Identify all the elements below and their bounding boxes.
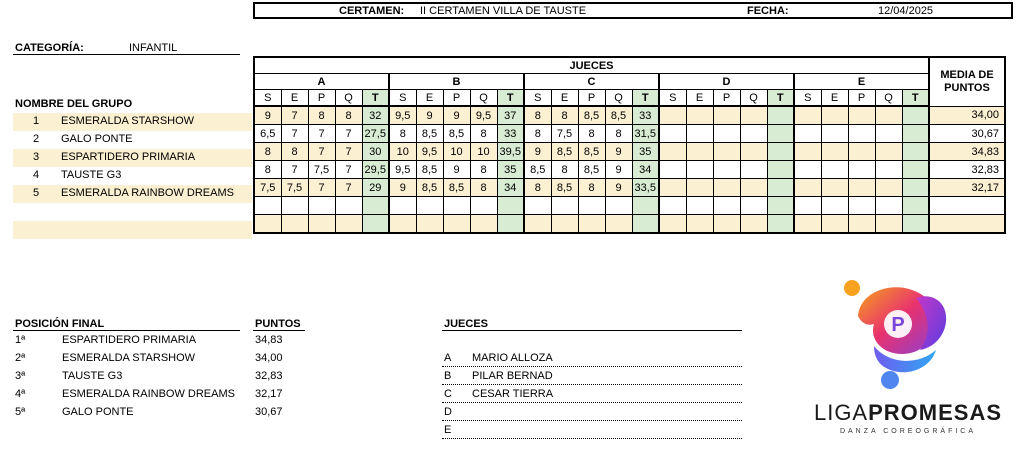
score-cell: 8,5 [443, 179, 470, 197]
group-name-row [13, 149, 252, 167]
table-row [254, 197, 1005, 215]
score-table [253, 56, 1006, 234]
judge-header-b: B [389, 74, 524, 90]
score-cell [443, 197, 470, 215]
score-cell [767, 161, 794, 179]
score-cell [902, 125, 929, 143]
judge-letter: D [444, 406, 452, 418]
media-cell: 30,67 [929, 125, 1005, 143]
logo-word1: LIGA [813, 400, 869, 425]
score-cell: 7 [281, 106, 308, 125]
group-number: 5 [33, 187, 40, 199]
fecha-label: FECHA: [747, 5, 789, 17]
score-cell [794, 143, 821, 161]
score-cell [821, 161, 848, 179]
score-cell: 35 [497, 161, 524, 179]
score-cell [659, 143, 686, 161]
score-cell [713, 106, 740, 125]
judge-letter: C [444, 388, 452, 400]
score-cell [578, 215, 605, 234]
points-title: PUNTOS [255, 318, 301, 330]
score-cell: 6,5 [254, 125, 281, 143]
score-cell: 31,5 [632, 125, 659, 143]
subcol-header-d-s: S [659, 90, 686, 107]
score-cell [713, 161, 740, 179]
final-position: 2ª [15, 352, 26, 364]
table-row [254, 143, 1005, 161]
group-name-row [13, 113, 252, 131]
score-cell [902, 143, 929, 161]
certamen-label: CERTAMEN: [339, 5, 405, 17]
score-cell [416, 215, 443, 234]
score-cell [686, 197, 713, 215]
score-cell: 10 [389, 143, 416, 161]
table-row [254, 179, 1005, 197]
logo-wordmark [808, 400, 1008, 426]
group-name-row [13, 185, 252, 203]
subcol-header-b-q: Q [470, 90, 497, 107]
final-position: 5ª [15, 406, 26, 418]
score-cell [794, 161, 821, 179]
score-cell [281, 215, 308, 234]
score-cell [470, 197, 497, 215]
score-cell: 9 [443, 161, 470, 179]
score-cell [794, 179, 821, 197]
score-cell [821, 143, 848, 161]
score-cell [821, 215, 848, 234]
score-cell [740, 106, 767, 125]
score-cell [713, 179, 740, 197]
subcol-header-a-s: S [254, 90, 281, 107]
score-cell: 7 [281, 161, 308, 179]
score-cell [848, 179, 875, 197]
score-cell [848, 161, 875, 179]
subcol-header-e-t: T [902, 90, 929, 107]
score-cell [335, 197, 362, 215]
judge-header-e: E [794, 74, 929, 90]
media-cell [929, 197, 1005, 215]
score-cell: 7 [308, 143, 335, 161]
score-cell: 7,5 [308, 161, 335, 179]
event-header [253, 2, 1013, 19]
score-cell: 8 [254, 161, 281, 179]
score-cell: 37 [497, 106, 524, 125]
score-cell: 7 [335, 179, 362, 197]
score-cell [740, 179, 767, 197]
score-cell: 8 [308, 106, 335, 125]
score-cell: 8,5 [605, 106, 632, 125]
subcol-header-a-e: E [281, 90, 308, 107]
judge-letter: E [444, 424, 452, 436]
score-cell [848, 143, 875, 161]
score-cell [767, 215, 794, 234]
judge-dotted-line [442, 384, 742, 385]
media-header: MEDIA DE PUNTOS [929, 57, 1005, 106]
score-cell [659, 106, 686, 125]
score-cell [416, 197, 443, 215]
score-cell: 7,5 [254, 179, 281, 197]
score-cell [632, 215, 659, 234]
score-cell: 27,5 [362, 125, 389, 143]
score-cell: 8,5 [551, 179, 578, 197]
group-name-row [13, 203, 252, 221]
group-number: 3 [33, 151, 40, 163]
score-cell: 33,5 [632, 179, 659, 197]
score-cell: 33 [632, 106, 659, 125]
score-cell [875, 106, 902, 125]
logo-tagline: DANZA COREOGRÁFICA [839, 428, 977, 435]
score-cell [497, 215, 524, 234]
subcol-header-d-t: T [767, 90, 794, 107]
score-cell: 9 [605, 179, 632, 197]
score-cell [740, 197, 767, 215]
media-cell: 34,83 [929, 143, 1005, 161]
subcol-header-d-e: E [686, 90, 713, 107]
score-cell [794, 215, 821, 234]
judge-header-a: A [254, 74, 389, 90]
score-cell [659, 197, 686, 215]
score-cell: 35 [632, 143, 659, 161]
score-cell: 8,5 [578, 106, 605, 125]
score-cell [335, 215, 362, 234]
score-cell [902, 215, 929, 234]
subcol-header-e-q: Q [875, 90, 902, 107]
score-cell [767, 125, 794, 143]
score-cell [551, 215, 578, 234]
score-cell [848, 125, 875, 143]
score-cell [767, 197, 794, 215]
score-cell: 9 [443, 106, 470, 125]
score-cell: 8 [281, 143, 308, 161]
table-row [254, 106, 1005, 125]
score-cell: 9,5 [470, 106, 497, 125]
final-group-name: ESPARTIDERO PRIMARIA [62, 334, 197, 346]
score-cell [767, 143, 794, 161]
score-cell: 8 [605, 125, 632, 143]
score-cell: 9 [605, 161, 632, 179]
final-points: 32,83 [255, 370, 283, 382]
score-cell: 7,5 [551, 125, 578, 143]
score-cell: 8 [524, 179, 551, 197]
score-cell [551, 197, 578, 215]
group-name: GALO PONTE [61, 133, 133, 145]
score-cell [605, 215, 632, 234]
score-cell [524, 197, 551, 215]
score-cell [686, 179, 713, 197]
subcol-header-c-t: T [632, 90, 659, 107]
jueces-header: JUECES [254, 57, 929, 74]
judge-name: PILAR BERNAD [472, 370, 553, 382]
score-cell: 32 [362, 106, 389, 125]
score-cell: 8 [470, 179, 497, 197]
subcol-header-b-p: P [443, 90, 470, 107]
liga-promesas-logo [808, 278, 1008, 450]
final-group-name: ESMERALDA STARSHOW [62, 352, 196, 364]
score-cell: 8,5 [551, 143, 578, 161]
score-cell [686, 161, 713, 179]
score-cell: 9 [254, 106, 281, 125]
score-cell [740, 143, 767, 161]
score-cell: 8,5 [416, 179, 443, 197]
score-cell [902, 161, 929, 179]
score-cell [686, 125, 713, 143]
score-cell [632, 197, 659, 215]
score-cell [767, 179, 794, 197]
score-cell [848, 215, 875, 234]
group-number: 2 [33, 133, 40, 145]
score-cell: 7 [335, 143, 362, 161]
score-cell: 33 [497, 125, 524, 143]
score-cell: 8 [470, 161, 497, 179]
score-cell: 8,5 [443, 125, 470, 143]
score-cell: 8 [578, 125, 605, 143]
judge-dotted-line [442, 420, 742, 421]
table-row [254, 215, 1005, 234]
subcol-header-b-s: S [389, 90, 416, 107]
score-cell: 10 [470, 143, 497, 161]
judge-name: MARIO ALLOZA [472, 352, 553, 364]
certamen-value: II CERTAMEN VILLA DE TAUSTE [420, 5, 587, 17]
category-value: INFANTIL [129, 42, 178, 54]
score-cell: 9,5 [389, 161, 416, 179]
score-cell [875, 197, 902, 215]
final-points: 32,17 [255, 388, 283, 400]
score-cell [308, 197, 335, 215]
group-number: 1 [33, 115, 40, 127]
score-cell [875, 179, 902, 197]
subcol-header-a-q: Q [335, 90, 362, 107]
score-cell: 8 [389, 125, 416, 143]
score-cell [848, 197, 875, 215]
group-name-row [13, 131, 252, 149]
score-cell [578, 197, 605, 215]
fecha-value: 12/04/2025 [878, 5, 934, 17]
final-group-name: TAUSTE G3 [62, 370, 123, 382]
score-cell [659, 125, 686, 143]
group-name-header: NOMBRE DEL GRUPO [15, 98, 133, 110]
score-cell: 7 [335, 161, 362, 179]
score-cell [254, 197, 281, 215]
score-cell [740, 215, 767, 234]
score-cell [875, 215, 902, 234]
final-position: 3ª [15, 370, 26, 382]
score-cell [740, 125, 767, 143]
subcol-header-e-s: S [794, 90, 821, 107]
score-cell: 8 [254, 143, 281, 161]
logo-word2: PROMESAS [868, 400, 1003, 425]
score-cell [713, 125, 740, 143]
media-cell: 32,83 [929, 161, 1005, 179]
final-group-name: GALO PONTE [62, 406, 134, 418]
score-cell: 9 [389, 179, 416, 197]
score-cell: 7 [308, 125, 335, 143]
logo-letter: P [891, 314, 905, 336]
judge-dotted-line [442, 402, 742, 403]
score-cell: 7 [281, 125, 308, 143]
score-cell [686, 215, 713, 234]
score-cell [308, 215, 335, 234]
score-cell [443, 215, 470, 234]
final-group-name: ESMERALDA RAINBOW DREAMS [62, 388, 235, 400]
score-cell: 10 [443, 143, 470, 161]
judge-header-c: C [524, 74, 659, 90]
score-cell [821, 197, 848, 215]
subcol-header-c-q: Q [605, 90, 632, 107]
score-cell [470, 215, 497, 234]
judge-letter: B [444, 370, 452, 382]
score-cell [875, 161, 902, 179]
media-cell: 32,17 [929, 179, 1005, 197]
score-cell [821, 125, 848, 143]
score-cell [713, 143, 740, 161]
judges-title-underline [442, 330, 742, 331]
category-underline [13, 54, 240, 55]
score-cell [875, 125, 902, 143]
subcol-header-e-e: E [821, 90, 848, 107]
score-cell: 8 [551, 161, 578, 179]
score-cell [794, 106, 821, 125]
subcol-header-a-t: T [362, 90, 389, 107]
judge-header-d: D [659, 74, 794, 90]
score-cell: 39,5 [497, 143, 524, 161]
final-position: 1ª [15, 334, 26, 346]
subcol-header-c-p: P [578, 90, 605, 107]
score-cell [767, 106, 794, 125]
score-cell: 9 [605, 143, 632, 161]
subcol-header-b-t: T [497, 90, 524, 107]
score-cell: 29,5 [362, 161, 389, 179]
score-cell: 9,5 [416, 143, 443, 161]
media-cell [929, 215, 1005, 234]
score-cell [659, 179, 686, 197]
score-cell [281, 197, 308, 215]
score-cell [740, 161, 767, 179]
score-cell [875, 143, 902, 161]
judge-letter: A [444, 352, 452, 364]
score-cell: 8,5 [578, 161, 605, 179]
judge-name: CESAR TIERRA [472, 388, 554, 400]
group-name-row [13, 221, 252, 239]
score-cell: 8,5 [524, 161, 551, 179]
score-cell: 8 [335, 106, 362, 125]
score-cell [713, 197, 740, 215]
final-points: 30,67 [255, 406, 283, 418]
media-cell: 34,00 [929, 106, 1005, 125]
subcol-header-e-p: P [848, 90, 875, 107]
table-row [254, 161, 1005, 179]
score-cell [713, 215, 740, 234]
group-name: TAUSTE G3 [61, 169, 122, 181]
score-cell [659, 215, 686, 234]
points-title-underline [253, 330, 305, 331]
score-cell [686, 143, 713, 161]
group-name: ESPARTIDERO PRIMARIA [61, 151, 196, 163]
score-cell: 8,5 [416, 161, 443, 179]
score-cell: 8,5 [416, 125, 443, 143]
final-position: 4ª [15, 388, 26, 400]
final-points: 34,00 [255, 352, 283, 364]
score-cell: 7,5 [281, 179, 308, 197]
score-cell: 34 [632, 161, 659, 179]
score-cell: 7 [308, 179, 335, 197]
score-cell [902, 197, 929, 215]
category-label: CATEGORÍA: [15, 42, 84, 54]
subcol-header-d-q: Q [740, 90, 767, 107]
score-cell [389, 197, 416, 215]
score-cell: 9 [524, 143, 551, 161]
group-name-row [13, 167, 252, 185]
score-cell [497, 197, 524, 215]
score-cell: 7 [335, 125, 362, 143]
final-position-title: POSICIÓN FINAL [15, 318, 105, 330]
score-cell: 8 [470, 125, 497, 143]
judge-dotted-line [442, 366, 742, 367]
score-cell [362, 197, 389, 215]
score-cell [389, 215, 416, 234]
score-cell: 29 [362, 179, 389, 197]
judges-list-title: JUECES [444, 318, 489, 330]
score-cell [821, 106, 848, 125]
score-cell: 9 [416, 106, 443, 125]
score-cell: 8 [524, 125, 551, 143]
judge-dotted-line [442, 438, 742, 439]
subcol-header-a-p: P [308, 90, 335, 107]
score-cell [605, 197, 632, 215]
score-cell [794, 197, 821, 215]
score-cell [848, 106, 875, 125]
group-name: ESMERALDA RAINBOW DREAMS [61, 187, 234, 199]
score-cell [902, 106, 929, 125]
score-cell [659, 161, 686, 179]
final-title-underline [13, 330, 240, 331]
table-row [254, 125, 1005, 143]
final-points: 34,83 [255, 334, 283, 346]
score-cell [821, 179, 848, 197]
group-number: 4 [33, 169, 40, 181]
score-cell [902, 179, 929, 197]
score-cell [254, 215, 281, 234]
subcol-header-b-e: E [416, 90, 443, 107]
score-cell [362, 215, 389, 234]
score-cell [524, 215, 551, 234]
score-cell: 8 [578, 179, 605, 197]
score-cell: 9,5 [389, 106, 416, 125]
subcol-header-d-p: P [713, 90, 740, 107]
score-cell [794, 125, 821, 143]
score-cell: 8 [524, 106, 551, 125]
score-cell: 8,5 [578, 143, 605, 161]
score-cell: 30 [362, 143, 389, 161]
logo-mark-icon [808, 278, 1008, 398]
score-cell: 34 [497, 179, 524, 197]
subcol-header-c-s: S [524, 90, 551, 107]
group-name: ESMERALDA STARSHOW [61, 115, 195, 127]
score-cell: 8 [551, 106, 578, 125]
score-cell [686, 106, 713, 125]
subcol-header-c-e: E [551, 90, 578, 107]
